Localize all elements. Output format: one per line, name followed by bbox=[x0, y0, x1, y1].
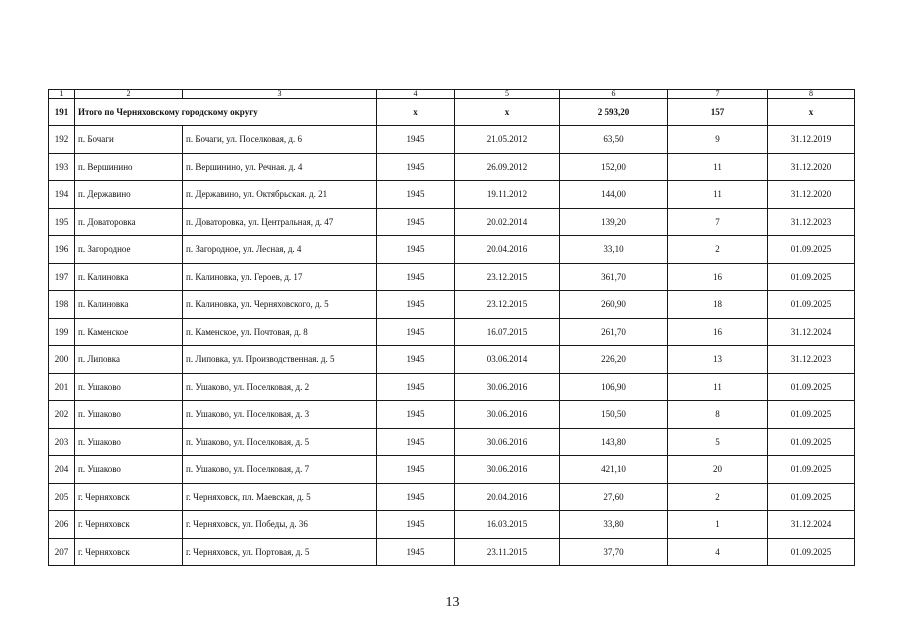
date-cell: 23.12.2015 bbox=[455, 291, 560, 319]
deadline-cell: 01.09.2025 bbox=[768, 291, 855, 319]
address-cell: г. Черняховск, пл. Маевская, д. 5 bbox=[183, 483, 377, 511]
row-number: 193 bbox=[49, 153, 75, 181]
count-cell: 1 bbox=[668, 511, 768, 539]
row-number: 199 bbox=[49, 318, 75, 346]
area-cell: 27,60 bbox=[560, 483, 668, 511]
row-number: 207 bbox=[49, 538, 75, 566]
date-cell: 30.06.2016 bbox=[455, 456, 560, 484]
table-row bbox=[49, 263, 855, 291]
area-cell: 421,10 bbox=[560, 456, 668, 484]
settlement-cell: п. Липовка bbox=[75, 346, 183, 374]
address-cell: п. Загородное, ул. Лесная, д. 4 bbox=[183, 236, 377, 264]
area-cell: 152,00 bbox=[560, 153, 668, 181]
table-row bbox=[49, 401, 855, 429]
total-count: 157 bbox=[668, 99, 768, 126]
year-cell: 1945 bbox=[377, 456, 455, 484]
year-cell: 1945 bbox=[377, 373, 455, 401]
column-number: 8 bbox=[768, 90, 855, 99]
date-cell: 21.05.2012 bbox=[455, 126, 560, 154]
count-cell: 18 bbox=[668, 291, 768, 319]
table-row bbox=[49, 346, 855, 374]
settlement-cell: п. Ушаково bbox=[75, 401, 183, 429]
settlement-cell: п. Ушаково bbox=[75, 428, 183, 456]
year-cell: 1945 bbox=[377, 291, 455, 319]
deadline-cell: 31.12.2024 bbox=[768, 318, 855, 346]
row-number: 200 bbox=[49, 346, 75, 374]
column-number: 4 bbox=[377, 90, 455, 99]
year-cell: 1945 bbox=[377, 483, 455, 511]
address-cell: п. Доваторовка, ул. Центральная, д. 47 bbox=[183, 208, 377, 236]
address-cell: п. Ушаково, ул. Поселковая, д. 5 bbox=[183, 428, 377, 456]
count-cell: 4 bbox=[668, 538, 768, 566]
deadline-cell: 01.09.2025 bbox=[768, 428, 855, 456]
count-cell: 11 bbox=[668, 181, 768, 209]
date-cell: 16.03.2015 bbox=[455, 511, 560, 539]
total-area: 2 593,20 bbox=[560, 99, 668, 126]
year-cell: 1945 bbox=[377, 346, 455, 374]
year-cell: 1945 bbox=[377, 181, 455, 209]
address-cell: п. Калиновка, ул. Черняховского, д. 5 bbox=[183, 291, 377, 319]
year-cell: 1945 bbox=[377, 126, 455, 154]
area-cell: 226,20 bbox=[560, 346, 668, 374]
column-number-row bbox=[49, 90, 855, 99]
year-cell: 1945 bbox=[377, 401, 455, 429]
table-row bbox=[49, 181, 855, 209]
table-row bbox=[49, 511, 855, 539]
row-number: 191 bbox=[49, 99, 75, 126]
area-cell: 139,20 bbox=[560, 208, 668, 236]
deadline-cell: 01.09.2025 bbox=[768, 456, 855, 484]
deadline-cell: 31.12.2023 bbox=[768, 346, 855, 374]
table-row bbox=[49, 236, 855, 264]
area-cell: 33,10 bbox=[560, 236, 668, 264]
count-cell: 11 bbox=[668, 153, 768, 181]
table-row bbox=[49, 153, 855, 181]
year-cell: 1945 bbox=[377, 153, 455, 181]
settlement-cell: п. Бочаги bbox=[75, 126, 183, 154]
page-number: 13 bbox=[445, 595, 460, 610]
table-row bbox=[49, 456, 855, 484]
address-cell: г. Черняховск, ул. Портовая, д. 5 bbox=[183, 538, 377, 566]
table-row bbox=[49, 208, 855, 236]
area-cell: 261,70 bbox=[560, 318, 668, 346]
address-cell: п. Липовка, ул. Производственная. д. 5 bbox=[183, 346, 377, 374]
date-cell: 30.06.2016 bbox=[455, 401, 560, 429]
year-cell: 1945 bbox=[377, 511, 455, 539]
settlement-cell: п. Ушаково bbox=[75, 373, 183, 401]
count-cell: 16 bbox=[668, 318, 768, 346]
settlement-cell: п. Вершинино bbox=[75, 153, 183, 181]
date-cell: 16.07.2015 bbox=[455, 318, 560, 346]
count-cell: 11 bbox=[668, 373, 768, 401]
area-cell: 106,90 bbox=[560, 373, 668, 401]
date-cell: 30.06.2016 bbox=[455, 373, 560, 401]
address-cell: п. Бочаги, ул. Поселковая, д. 6 bbox=[183, 126, 377, 154]
deadline-cell: 31.12.2024 bbox=[768, 511, 855, 539]
row-number: 192 bbox=[49, 126, 75, 154]
row-number: 195 bbox=[49, 208, 75, 236]
deadline-cell: 31.12.2019 bbox=[768, 126, 855, 154]
deadline-cell: 31.12.2020 bbox=[768, 181, 855, 209]
date-cell: 20.02.2014 bbox=[455, 208, 560, 236]
address-cell: п. Ушаково, ул. Поселковая, д. 7 bbox=[183, 456, 377, 484]
area-cell: 144,00 bbox=[560, 181, 668, 209]
table-row bbox=[49, 126, 855, 154]
address-cell: г. Черняховск, ул. Победы, д. 36 bbox=[183, 511, 377, 539]
count-cell: 2 bbox=[668, 483, 768, 511]
deadline-cell: 01.09.2025 bbox=[768, 401, 855, 429]
address-cell: п. Ушаково, ул. Поселковая, д. 3 bbox=[183, 401, 377, 429]
row-number: 205 bbox=[49, 483, 75, 511]
table-row bbox=[49, 428, 855, 456]
deadline-cell: 01.09.2025 bbox=[768, 483, 855, 511]
column-number: 2 bbox=[75, 90, 183, 99]
settlement-cell: п. Доваторовка bbox=[75, 208, 183, 236]
area-cell: 150,50 bbox=[560, 401, 668, 429]
count-cell: 9 bbox=[668, 126, 768, 154]
year-cell: 1945 bbox=[377, 318, 455, 346]
total-col4: х bbox=[377, 99, 455, 126]
deadline-cell: 01.09.2025 bbox=[768, 263, 855, 291]
row-number: 202 bbox=[49, 401, 75, 429]
area-cell: 33,80 bbox=[560, 511, 668, 539]
row-number: 198 bbox=[49, 291, 75, 319]
settlement-cell: п. Загородное bbox=[75, 236, 183, 264]
total-col8: х bbox=[768, 99, 855, 126]
settlement-cell: г. Черняховск bbox=[75, 538, 183, 566]
settlement-cell: п. Державино bbox=[75, 181, 183, 209]
deadline-cell: 01.09.2025 bbox=[768, 538, 855, 566]
housing-register-table bbox=[48, 89, 855, 566]
address-cell: п. Калиновка, ул. Героев, д. 17 bbox=[183, 263, 377, 291]
count-cell: 20 bbox=[668, 456, 768, 484]
deadline-cell: 31.12.2020 bbox=[768, 153, 855, 181]
count-cell: 2 bbox=[668, 236, 768, 264]
date-cell: 20.04.2016 bbox=[455, 236, 560, 264]
settlement-cell: г. Черняховск bbox=[75, 511, 183, 539]
total-label: Итого по Черняховскому городскому округу bbox=[75, 99, 377, 126]
row-number: 197 bbox=[49, 263, 75, 291]
address-cell: п. Каменское, ул. Почтовая, д. 8 bbox=[183, 318, 377, 346]
year-cell: 1945 bbox=[377, 263, 455, 291]
row-number: 204 bbox=[49, 456, 75, 484]
settlement-cell: п. Калиновка bbox=[75, 291, 183, 319]
deadline-cell: 01.09.2025 bbox=[768, 373, 855, 401]
date-cell: 30.06.2016 bbox=[455, 428, 560, 456]
address-cell: п. Державино, ул. Октябрьская. д. 21 bbox=[183, 181, 377, 209]
address-cell: п. Ушаково, ул. Поселковая, д. 2 bbox=[183, 373, 377, 401]
column-number: 1 bbox=[49, 90, 75, 99]
address-cell: п. Вершинино, ул. Речная. д. 4 bbox=[183, 153, 377, 181]
table-row bbox=[49, 538, 855, 566]
row-number: 206 bbox=[49, 511, 75, 539]
total-col5: х bbox=[455, 99, 560, 126]
deadline-cell: 31.12.2023 bbox=[768, 208, 855, 236]
row-number: 194 bbox=[49, 181, 75, 209]
column-number: 3 bbox=[183, 90, 377, 99]
year-cell: 1945 bbox=[377, 538, 455, 566]
row-number: 196 bbox=[49, 236, 75, 264]
area-cell: 37,70 bbox=[560, 538, 668, 566]
area-cell: 361,70 bbox=[560, 263, 668, 291]
settlement-cell: п. Калиновка bbox=[75, 263, 183, 291]
area-cell: 260,90 bbox=[560, 291, 668, 319]
table-row bbox=[49, 318, 855, 346]
count-cell: 8 bbox=[668, 401, 768, 429]
date-cell: 03.06.2014 bbox=[455, 346, 560, 374]
table-row bbox=[49, 483, 855, 511]
total-row bbox=[49, 99, 855, 126]
count-cell: 7 bbox=[668, 208, 768, 236]
count-cell: 16 bbox=[668, 263, 768, 291]
date-cell: 26.09.2012 bbox=[455, 153, 560, 181]
year-cell: 1945 bbox=[377, 208, 455, 236]
settlement-cell: г. Черняховск bbox=[75, 483, 183, 511]
area-cell: 63,50 bbox=[560, 126, 668, 154]
table-row bbox=[49, 373, 855, 401]
date-cell: 20.04.2016 bbox=[455, 483, 560, 511]
count-cell: 5 bbox=[668, 428, 768, 456]
column-number: 6 bbox=[560, 90, 668, 99]
area-cell: 143,80 bbox=[560, 428, 668, 456]
count-cell: 13 bbox=[668, 346, 768, 374]
settlement-cell: п. Каменское bbox=[75, 318, 183, 346]
table-row bbox=[49, 291, 855, 319]
column-number: 7 bbox=[668, 90, 768, 99]
row-number: 203 bbox=[49, 428, 75, 456]
year-cell: 1945 bbox=[377, 236, 455, 264]
date-cell: 23.11.2015 bbox=[455, 538, 560, 566]
year-cell: 1945 bbox=[377, 428, 455, 456]
date-cell: 23.12.2015 bbox=[455, 263, 560, 291]
column-number: 5 bbox=[455, 90, 560, 99]
date-cell: 19.11.2012 bbox=[455, 181, 560, 209]
settlement-cell: п. Ушаково bbox=[75, 456, 183, 484]
deadline-cell: 01.09.2025 bbox=[768, 236, 855, 264]
row-number: 201 bbox=[49, 373, 75, 401]
